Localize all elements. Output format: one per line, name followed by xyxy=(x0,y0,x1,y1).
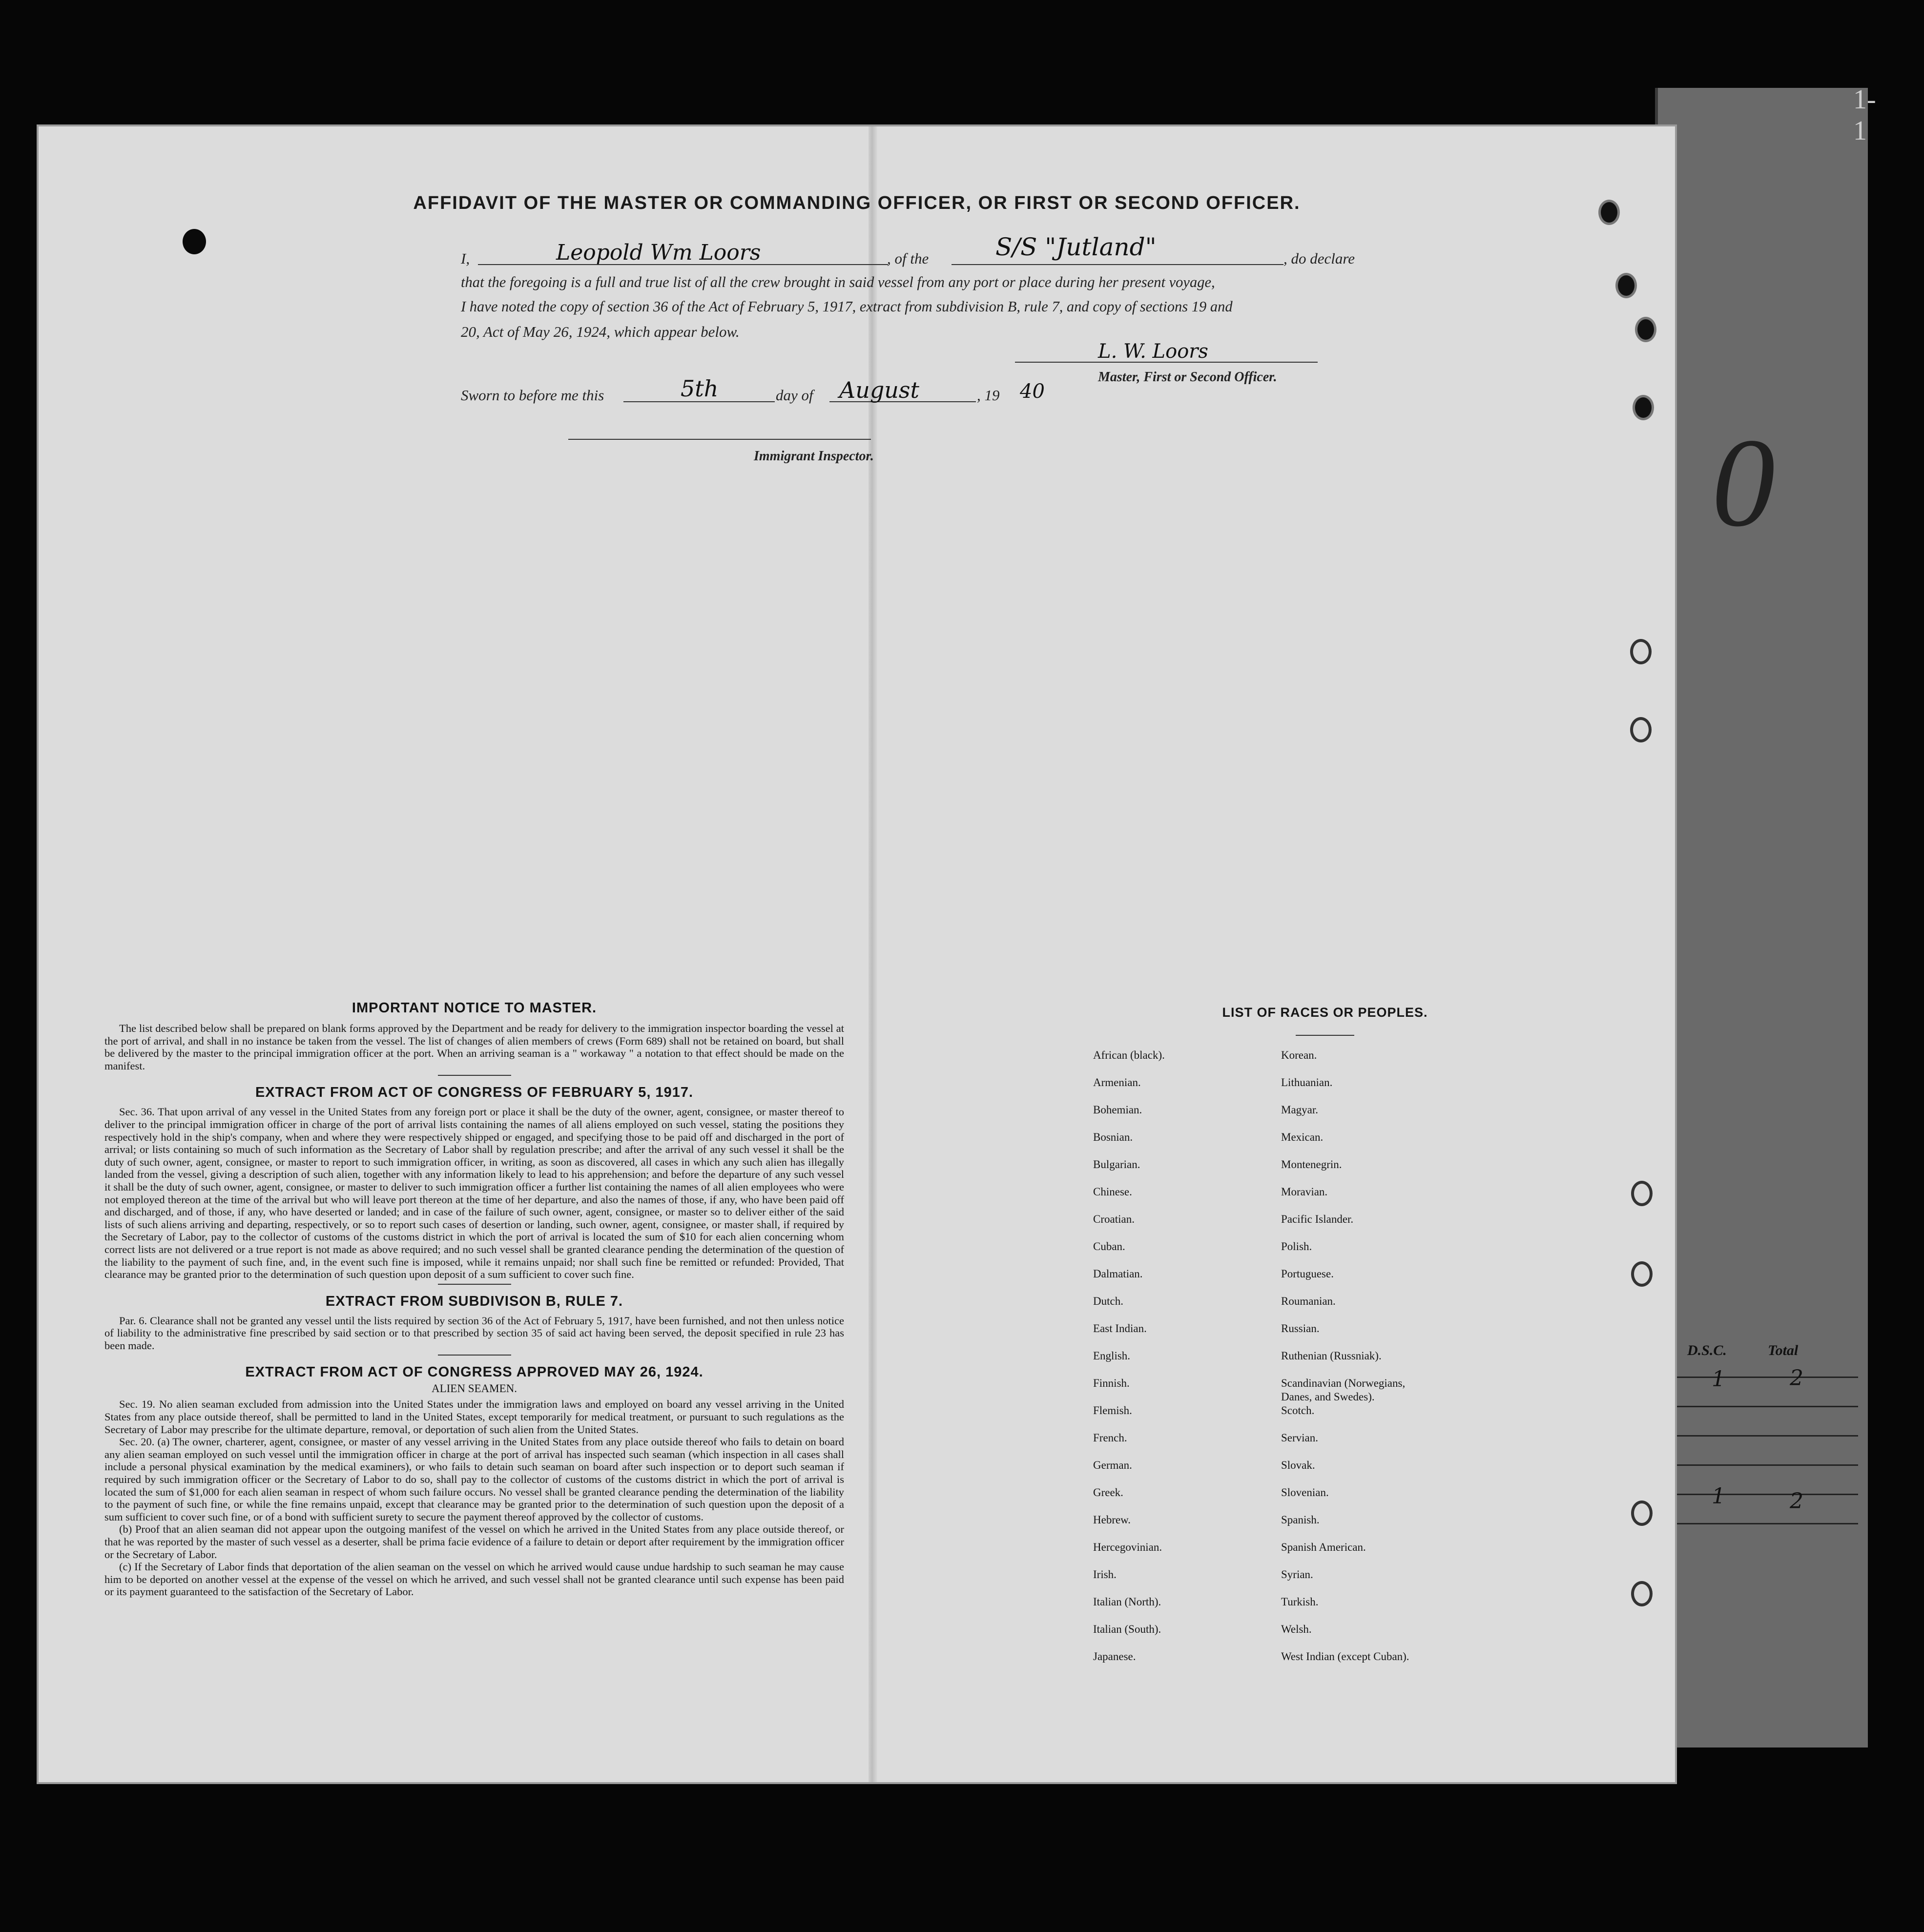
punch-hole xyxy=(1630,639,1652,664)
race-item: Ruthenian (Russniak). xyxy=(1281,1350,1382,1362)
tally-dsc-2: 1 xyxy=(1712,1484,1725,1509)
race-item: Dalmatian. xyxy=(1093,1268,1143,1280)
race-item: Scandinavian (Norwegians, Danes, and Swedes). xyxy=(1281,1377,1406,1403)
sworn-month: August xyxy=(839,377,920,403)
act-1917-body: Sec. 36. That upon arrival of any vessel in the United States from any foreign port or place it shall be the duty of the owner, agent, consignee, or master thereof to deliver to the principal immigration officer in charge of the port of arrival lists containing the names of all aliens employed on such vessel, stating the positions they respectively hold in the ship's company, when and where they were respectively shipped or engaged, and specifying those to be paid off and discharged in the port of arrival; or lists containing so much of such information as the Secretary of Labor shall by regulation prescribe; and after the arrival of any such vessel it shall be the duty of such owner, agent, consignee, or master to report to such immigration officer, in writing, as soon as discovered, all cases in which any such alien has illegally landed from the vessel, giving a description of such alien, together with any information likely to lead to his apprehension; and before the departure of any such vessel it shall be the duty of such owner, agent, consignee, or master to deliver to such immigration officer a further list containing the names of all alien employees who were not employed thereon at the time of the arrival but who will leave port thereon at the time of her departure, and also the names of those, if any, who have been paid off and discharged, and of those, if any, who have deserted or landed; and in case of the failure of such owner, agent, consignee, or master so to deliver either of the said lists of such aliens arriving and departing, respectively, or so to report such cases of desertion or landing, such owner, agent, consignee, or master shall, if required by the Secretary of Labor, pay to the collector of customs of the customs district in which the port of arrival is located the sum of $10 for each alien concerning whom correct lists are not delivered or a true report is not made as above required; and no such vessel shall be granted clearance pending the determination of the question of the liability to the payment of such fine, and, in the event such fine is imposed, while it remains unpaid; nor shall such fine be remitted or refunded: Provided, That clearance may be granted prior to the determination of such question upon deposit of a sum sufficient to cover such fine. xyxy=(104,1106,844,1281)
race-item: Italian (South). xyxy=(1093,1623,1161,1635)
signature-label: Master, First or Second Officer. xyxy=(1098,370,1277,385)
race-item: Italian (North). xyxy=(1093,1596,1161,1608)
sec-20c-text: (c) If the Secretary of Labor finds that deportation of the alien seaman on the vessel on which he arrived would cause undue hardship to such seaman he may cause him to be deported on another vessel at the expense of the vessel on which he arrived, and such vessel shall not be granted clearance until such expense has been paid or its payment guaranteed to the satisfaction of the Secretary of Labor. xyxy=(104,1561,844,1598)
ink-blot xyxy=(183,229,206,254)
tally-rule xyxy=(1668,1377,1858,1378)
punch-hole xyxy=(1633,395,1654,420)
act-1924-title: EXTRACT FROM ACT OF CONGRESS APPROVED MAY 26, 1924. xyxy=(245,1364,703,1380)
tally-rule xyxy=(1668,1464,1858,1466)
race-item: Bohemian. xyxy=(1093,1104,1142,1116)
notice-title: IMPORTANT NOTICE TO MASTER. xyxy=(352,1000,597,1016)
races-rule xyxy=(1296,1035,1354,1036)
section-rule xyxy=(438,1075,511,1076)
rule-7-title: EXTRACT FROM SUBDIVISON B, RULE 7. xyxy=(325,1293,623,1309)
race-item: East Indian. xyxy=(1093,1322,1147,1335)
race-item: Servian. xyxy=(1281,1432,1319,1444)
race-item: Welsh. xyxy=(1281,1623,1312,1635)
rule-7-body: Par. 6. Clearance shall not be granted any vessel until the lists required by section 36 of the Act of February 5, 1917, have been furnished, and not then unless notice of liability to the administrative fine prescribed by said section or to that prescribed by section 35 of said act having been served, the deposit specified in rule 23 has been made. xyxy=(104,1314,844,1352)
sworn-prefix: Sworn to before me this xyxy=(461,387,604,404)
race-item: Dutch. xyxy=(1093,1295,1123,1307)
sworn-day: 5th xyxy=(681,375,719,402)
large-handwritten-zero: 0 xyxy=(1712,412,1775,553)
tally-rule xyxy=(1668,1406,1858,1407)
punch-hole xyxy=(1631,1581,1653,1606)
race-item: Finnish. xyxy=(1093,1377,1130,1389)
race-item: Japanese. xyxy=(1093,1650,1136,1663)
race-item: Mexican. xyxy=(1281,1131,1324,1143)
important-notice xyxy=(104,1000,844,1598)
race-item: Pacific Islander. xyxy=(1281,1213,1354,1225)
punch-hole xyxy=(1631,1261,1653,1287)
race-item: Hercegovinian. xyxy=(1093,1541,1162,1553)
race-item: Syrian. xyxy=(1281,1568,1313,1581)
race-item: Bulgarian. xyxy=(1093,1158,1140,1171)
section-rule xyxy=(438,1355,511,1356)
declaration-intro: I, xyxy=(461,250,470,267)
race-item: Slovenian. xyxy=(1281,1486,1329,1499)
tally-rule xyxy=(1668,1435,1858,1437)
master-signature: L. W. Loors xyxy=(1098,340,1208,363)
dsc-column-header: D.S.C. xyxy=(1687,1342,1727,1358)
race-item: Spanish American. xyxy=(1281,1541,1366,1553)
declaration-line-4: 20, Act of May 26, 1924, which appear below. xyxy=(461,323,740,340)
do-declare-label: , do declare xyxy=(1283,250,1355,267)
punch-hole xyxy=(1615,273,1637,298)
of-the-label: , of the xyxy=(887,250,929,267)
inspector-signature-line xyxy=(568,439,871,440)
race-item: Polish. xyxy=(1281,1240,1312,1253)
master-name: Leopold Wm Loors xyxy=(556,240,761,265)
race-item: Slovak. xyxy=(1281,1459,1315,1471)
section-rule xyxy=(438,1284,511,1285)
alien-seamen-heading: ALIEN SEAMEN. xyxy=(431,1382,517,1395)
year-prefix: , 19 xyxy=(977,387,1000,404)
race-item: Spanish. xyxy=(1281,1514,1320,1526)
underlying-manifest-sheet xyxy=(1655,84,1876,1747)
punch-hole xyxy=(1631,1181,1653,1206)
day-of-label: day of xyxy=(776,387,813,404)
race-item: West Indian (except Cuban). xyxy=(1281,1650,1409,1663)
vessel-name: S/S "Jutland" xyxy=(995,233,1157,261)
vessel-line xyxy=(952,264,1283,265)
declaration-line-3: I have noted the copy of section 36 of the Act of February 5, 1917, extract from subdivision B, rule 7, and copy of sections 19 and xyxy=(461,298,1233,315)
tally-total-2: 2 xyxy=(1790,1489,1803,1514)
sec-20a-text: Sec. 20. (a) The owner, charterer, agent, consignee, or master of any vessel arriving in the United States from any place outside thereof who fails to detain on board any alien seaman employed on such vessel until the immigration officer in charge at the port of arrival has inspected such seaman (which inspection in all cases shall include a personal physical examination by the medical examiners), or who fails to detain such seaman on board after such inspection or to deport such seaman if required by such immigration officer or the Secretary of Labor to do so, shall pay to the collector of customs of the customs district in which the port of arrival is located the sum of $1,000 for each alien seaman in respect of whom such failure occurs. No vessel shall be granted clearance pending the determination of the liability to the payment of such fine, or while the fine remains unpaid, except that clearance may be granted prior to the determination of such question upon the deposit of a sum sufficient to cover such fine, or of a bond with sufficient surety to secure the payment thereof approved by the collector of customs. xyxy=(104,1436,844,1523)
declaration-line-2: that the foregoing is a full and true list of all the crew brought in said vessel from any port or place during her present voyage, xyxy=(461,274,1215,290)
punch-hole xyxy=(1630,717,1652,742)
race-item: African (black). xyxy=(1093,1049,1165,1061)
tally-dsc-1: 1 xyxy=(1712,1367,1725,1392)
races-column-1 xyxy=(1093,1048,1281,1677)
race-item: Croatian. xyxy=(1093,1213,1135,1225)
punch-hole xyxy=(1635,317,1656,342)
corner-mark: 1-1 xyxy=(1853,84,1876,146)
race-item: Greek. xyxy=(1093,1486,1123,1499)
affidavit-title: AFFIDAVIT OF THE MASTER OR COMMANDING OFFICER, OR FIRST OR SECOND OFFICER. xyxy=(413,193,1301,213)
page-fold xyxy=(869,126,877,1782)
race-item: Lithuanian. xyxy=(1281,1076,1333,1089)
race-item: German. xyxy=(1093,1459,1132,1471)
tally-rule xyxy=(1668,1494,1858,1495)
race-item: English. xyxy=(1093,1350,1131,1362)
races-list xyxy=(1093,1005,1557,1677)
sworn-year: 40 xyxy=(1020,380,1045,403)
total-column-header: Total xyxy=(1768,1342,1799,1358)
race-item: Montenegrin. xyxy=(1281,1158,1342,1171)
affidavit-page xyxy=(37,124,1677,1784)
notice-body: The list described below shall be prepared on blank forms approved by the Department and be ready for delivery to the immigration inspector boarding the vessel at the port of arrival, and shall in no instance be taken from the vessel. The list of changes of alien members of crews (Form 689) shall not be retained on board, but shall be delivered by the master to the principal immigration officer at the port. When an arriving seaman is a " workaway " a notation to that effect should be made on the manifest. xyxy=(104,1022,844,1072)
tally-total-1: 2 xyxy=(1790,1366,1803,1391)
race-item: Russian. xyxy=(1281,1322,1320,1335)
race-item: Moravian. xyxy=(1281,1186,1328,1198)
race-item: Chinese. xyxy=(1093,1186,1132,1198)
race-item: Bosnian. xyxy=(1093,1131,1133,1143)
act-1917-title: EXTRACT FROM ACT OF CONGRESS OF FEBRUARY 5, 1917. xyxy=(255,1085,694,1101)
race-item: Scotch. xyxy=(1281,1404,1315,1417)
tally-rule xyxy=(1668,1523,1858,1524)
race-item: Portuguese. xyxy=(1281,1268,1334,1280)
sec-19-text: Sec. 19. No alien seaman excluded from admission into the United States under the immigration laws and employed on board any vessel arriving in the United States from any place outside thereof, shall be permitted to land in the United States, except temporarily for medical treatment, or pursuant to such regulations as the Secretary of Labor may prescribe for the ultimate departure, removal, or deportation of such alien from the United States. xyxy=(104,1398,844,1436)
sec-20b-text: (b) Proof that an alien seaman did not appear upon the outgoing manifest of the vessel on which he arrived in the United States from any place outside thereof, or that he was reported by the master of such vessel as a deserter, shall be prima facie evidence of a failure to detain or deport after requirement by the immigration officer or the Secretary of Labor. xyxy=(104,1523,844,1561)
punch-hole xyxy=(1631,1500,1653,1526)
race-item: Hebrew. xyxy=(1093,1514,1131,1526)
race-item: Roumanian. xyxy=(1281,1295,1336,1307)
race-item: Magyar. xyxy=(1281,1104,1319,1116)
race-item: Irish. xyxy=(1093,1568,1117,1581)
race-item: Cuban. xyxy=(1093,1240,1125,1253)
race-item: Korean. xyxy=(1281,1049,1317,1061)
race-item: Flemish. xyxy=(1093,1404,1132,1417)
race-item: Turkish. xyxy=(1281,1596,1319,1608)
race-item: French. xyxy=(1093,1432,1127,1444)
inspector-label: Immigrant Inspector. xyxy=(754,449,874,464)
races-column-2 xyxy=(1281,1048,1418,1677)
race-item: Armenian. xyxy=(1093,1076,1141,1089)
races-title: LIST OF RACES OR PEOPLES. xyxy=(1222,1005,1428,1020)
